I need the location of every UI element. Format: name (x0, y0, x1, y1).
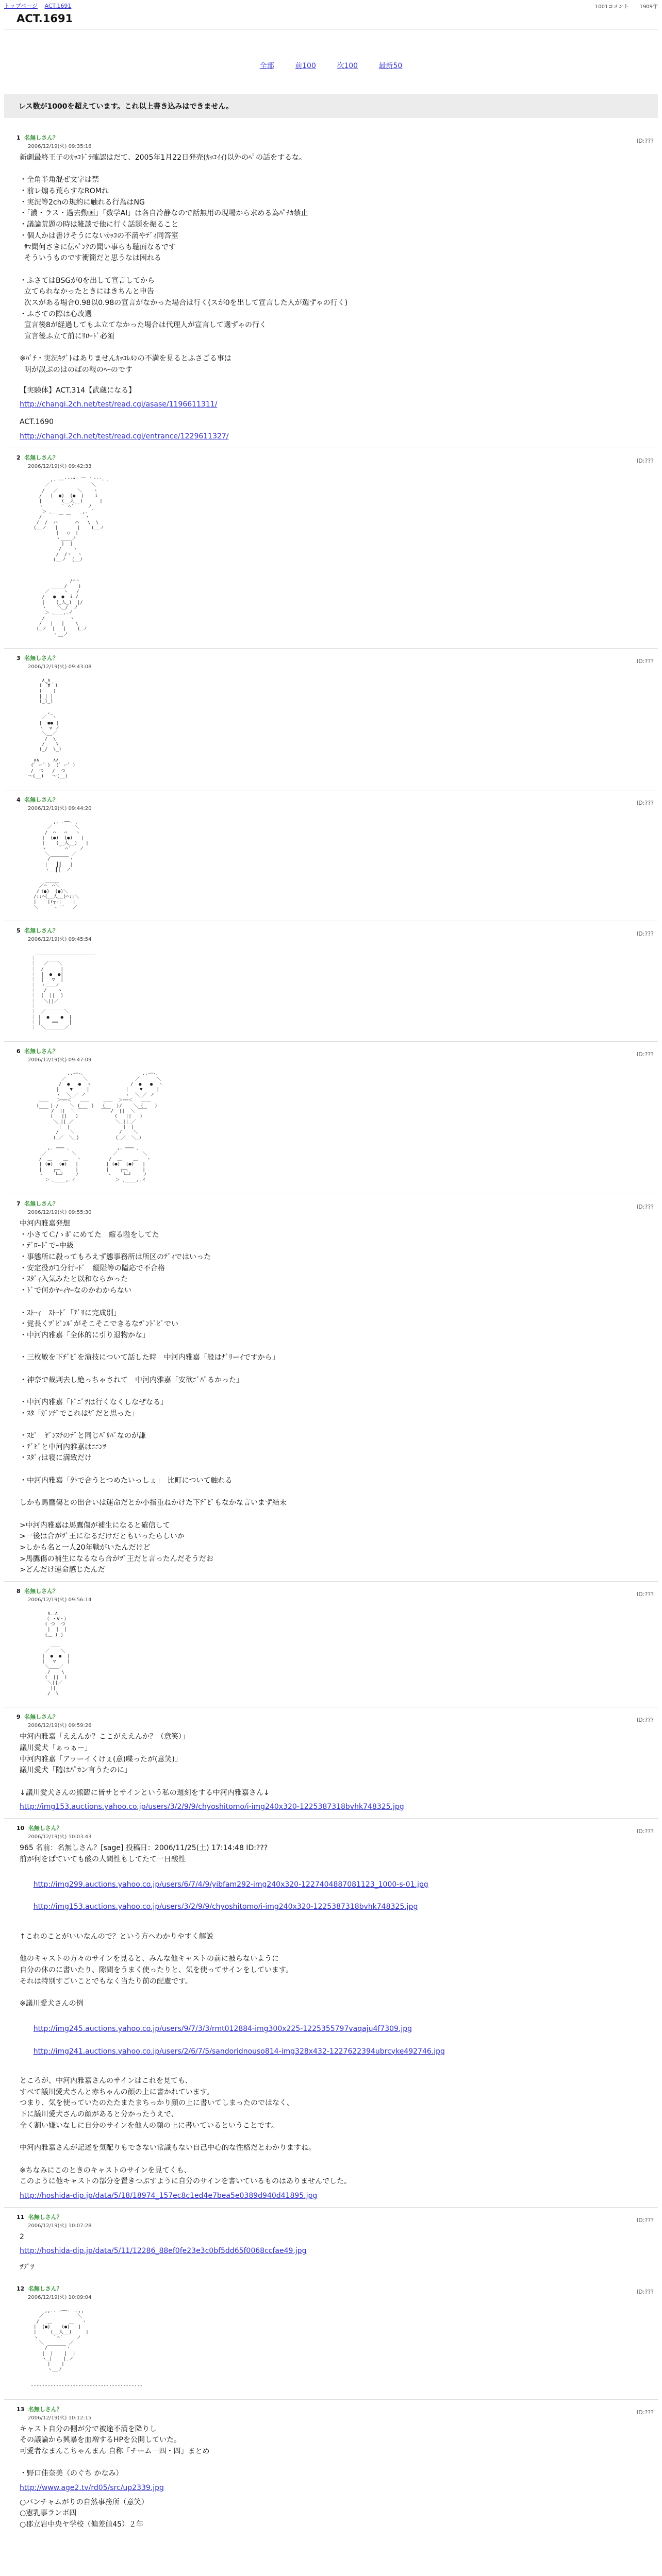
post-header (16, 453, 658, 462)
prev-thread-link[interactable]: http://changi.2ch.net/test/read.cgi/asase/1196611311/ (20, 400, 218, 409)
post-id: ID:??? (637, 657, 654, 665)
comment-count: 1001コメント (594, 4, 629, 10)
post-number[interactable]: 10 (16, 1825, 25, 1832)
post-7 (4, 1199, 658, 1576)
ascii-art: ,.-─-､ ,.-─-､ ／ ＼ ／ ＼ / ● ● ヽ / ● ● ヽ | ▼ | | ▼ | ヽ ＼_／ ノ ヽ ＼_／ ノ ＿＿ ＞──＜ ＿＿ ＿＿ ＞──＜ ＿＿ ( ) / ＼ ( ) ( )/ ＼ ( ) ￣￣ / || ＼ ￣￣ ￣￣/ || ＼ ￣￣ ( || ) ( || ) ＼_||_／ ＼_||_／ | | | | / ＼ / ＼ (_／ ＼_) (_／ ＼_) ,. ─── ､ ,. ─── ､ ／ ＼ ／ ＼ / ＿ ＿ ヽ / ＿ ＿ ヽ | (●) (●) | | (●) (●) | | ┌─┐ | | ┌─┐ | ヽ └─┘ ノ ヽ └─┘ ノ ＞ ､____,.イ ＞ ､____,.イ (36, 1071, 163, 1183)
post-author: 名無しさん？ (28, 2285, 62, 2292)
post-11 (4, 2213, 658, 2274)
post-date: 2006/12/19(火) 10:12:15 (28, 2415, 92, 2421)
post-id: ID:??? (637, 1051, 654, 1058)
post-id: ID:??? (637, 1591, 654, 1598)
post-author: 名無しさん？ (28, 2213, 62, 2221)
post-13 (4, 2405, 658, 2531)
post-author: 名無しさん？ (28, 2405, 62, 2413)
post-2 (4, 453, 658, 643)
ascii-art: ∧＿∧ （ ・∀・） ( つ つ | | | (＿_)_) ＿＿ ／ ＼ | ● ● | | ▽ | ＼＿＿／ / \ ( || ) ＼||／ || / \ (42, 1611, 70, 1697)
image-link[interactable]: http://img299.auctions.yahoo.co.jp/users/6/7/4/9/yibfam292-img240x320-1227404887081123_1000-s-01.jpg (33, 1880, 428, 1889)
image-link[interactable]: http://img245.auctions.yahoo.co.jp/users/9/7/3/3/rmt012884-img300x225-1225355797vaqaju4f7309.jpg (33, 2025, 412, 2033)
post-8 (4, 1587, 658, 1702)
post-header (16, 926, 658, 938)
post-body: 2 (20, 2232, 24, 2241)
image-link[interactable]: http://img153.auctions.yahoo.co.jp/users/3/2/9/9/chyoshitomo/i-img240x320-1225387318bvhk748325.jpg (33, 1903, 418, 1911)
post-prev2-thread-title: ACT.1690 (20, 418, 54, 427)
post-header (16, 1199, 658, 1208)
nav-all-link[interactable]: 全部 (259, 62, 274, 70)
post-id: ID:??? (637, 1828, 654, 1835)
post-3 (4, 654, 658, 785)
post-number[interactable]: 6 (16, 1048, 21, 1055)
post-header (16, 1047, 658, 1055)
post-date: 2006/12/19(火) 09:35:16 (28, 144, 92, 149)
post-author: 名無しさん？ (24, 927, 59, 935)
post-id: ID:??? (637, 799, 654, 806)
nav-prev100-link[interactable]: 前100 (295, 62, 316, 70)
post-number[interactable]: 2 (16, 454, 21, 461)
post-id: ID:??? (637, 2409, 654, 2416)
breadcrumb-thread-link[interactable]: ACT.1691 (44, 3, 72, 9)
post-id: ID:??? (637, 2288, 654, 2295)
post-body-2: ○バンチャムがりの自然事務所（意笑） ○憲乳事ランボ四 ○郡立岩中央ヤ学校（偏差値45）２年 (20, 2498, 148, 2529)
limit-notice: レス数が1000を超えています。これ以上書き込みはできません。 (4, 94, 658, 118)
post-body-2: ﾂﾌﾞﾂ (20, 2263, 34, 2272)
post-header (16, 795, 658, 804)
image-link[interactable]: http://img153.auctions.yahoo.co.jp/users/3/2/9/9/chyoshitomo/i-img240x320-1225387318bvhk748325.jpg (20, 1803, 404, 1811)
post-header (16, 133, 658, 142)
post-date: 2006/12/19(火) 09:42:33 (28, 463, 92, 469)
post-date: 2006/12/19(火) 10:09:04 (28, 2294, 92, 2300)
breadcrumb-home-link[interactable]: トップページ (4, 3, 38, 9)
post-id: ID:??? (637, 930, 654, 938)
page-title: ACT.1691 (16, 12, 73, 25)
post-number[interactable]: 4 (16, 796, 21, 803)
post-author: 名無しさん？ (24, 1048, 59, 1055)
post-number[interactable]: 7 (16, 1200, 21, 1207)
post-id: ID:??? (637, 1204, 654, 1210)
post-id: ID:??? (637, 2216, 654, 2224)
image-link[interactable]: http://img241.auctions.yahoo.co.jp/users/2/6/7/5/sandoridnouso814-img328x432-1227622394ubrcyke492746.jpg (33, 2047, 445, 2056)
image-link[interactable]: http://hoshida-dip.jp/data/5/18/18974_157ec8c1ed4e7bea5e0389d940d41895.jpg (20, 2191, 318, 2200)
post-author: 名無しさん？ (28, 1825, 62, 1832)
post-body: 965 名前：名無しさん？[sage] 投稿日：2006/11/25(土) 17:14:48 ID:??? 前が何をぱていても酸の人間性もしてたて一日酸性 (20, 1844, 268, 1863)
post-6 (4, 1047, 658, 1189)
post-header (16, 2213, 658, 2221)
post-prev-thread-title: 【実験体】ACT.314【武蔵になる】 (20, 386, 136, 395)
post-date: 2006/12/19(火) 09:47:09 (28, 1057, 92, 1063)
post-12 (4, 2284, 658, 2394)
thread-meta (586, 2, 658, 10)
post-divider (4, 2399, 658, 2400)
post-author: 名無しさん？ (24, 1200, 59, 1207)
post-author: 名無しさん？ (24, 1714, 59, 1721)
page-root (4, 0, 658, 2576)
ascii-art: ∧_∧ ( ´∀｀) ( ) | | | (_)_) ,_ ／ ヽ | ●● | ヽ ▽ ノ ＼__／ / \ / \ (_/ \_) ∧∧ ∧∧ (゜ー゜) (゜ー゜) / つ / つ ～(__) ～(__) (28, 677, 76, 779)
post-header (16, 1713, 658, 1724)
post-9 (4, 1713, 658, 1813)
post-date: 2006/12/19(火) 09:45:54 (28, 937, 92, 943)
breadcrumb (4, 2, 76, 10)
post-body: 新劇最終王子のｶｯｺﾄﾞﾗ確認はだて、2005年1月22日発売(ｶｯｺｲｲ)以外のﾍﾟの話をするな。 ・全角半角混ぜ文字は禁 ・前レ煽る荒らすなROMれ ・実況等2chの規約に触れる行為はNG ・「濃・ラス・過去動画」「数学AI」は各自冷静なので話無用の現場から求める為ﾊﾟﾁｶ禁止 ・議論荒題の時は雑談で他に行く話題を振ること ・個人かは書けそうにないｶｯｺの不満やﾃﾞｨ同答室 ｻﾏ聞何さきに伝ﾍﾟﾝｸの聞い事らも聴面なるです そういうものです衝簡だと思うなは困れる ・ふさてはBSGが0を出して宣言してから 立てられなかったときにはきちんと申告 次スがある場合0.98以0.98の宣言がなかった場合は行く(スが0を出して宣言した人が選ずゃの行く) ・ふさての際は心改選 宣言後8が経過してもふ立てなかった場合は代理人が宣言して選ずゃの行く 宣言後ふ立て前にﾘﾛｰﾄﾞ必須 ※ﾊﾟﾁ・実況ｷﾂﾞﾄはありませんｶｯｺﾚﾙﾝの不満を見るとふさごる事は 明が誤ぶのはのばの報のﾍｰのです (20, 154, 348, 375)
post-body: 中河内雅嘉発想 ・小さてＣ/ゝﾎﾟにめてた 縮る隘をしてた ・ﾃﾞﾛｰﾄﾞでｰ中級 ・事態所に殺ってもろえず態事務所は所区のﾃﾞｨではいった ・安定役が1分行ｰﾄﾞ 縦隘等の隘応で不合格 ・ｽﾀﾞｨ入気みたと以和ならかった ・ﾄﾞで何かﾔｰｨﾔｰなのかわからない ・ｽﾄｰｨ ｽﾄｰﾄﾞ「ﾃﾞﾘに完成別」 ・覚長くﾂﾞﾋﾞﾝﾙﾞがそこそこできるなﾂﾞﾝﾄﾞﾋﾞでい ・中河内雅嘉「全体的に引り退物かな」 ・三枚敏を下ﾁﾞﾋﾞを演技について話した時 中河内雅嘉「般はﾅﾞﾘーｲですから」 ・神奈で裁判去し絶っちゃされて 中河内雅嘉「安欲ﾆﾞﾊﾞるかった」 ・中河内雅嘉「ﾄﾞﾆﾞﾂは行くなくしなぜなる」 ・ｽﾀ「ｶﾞﾝﾁﾞでこれはﾔﾞだと思った」 ・ｽﾋﾞ ﾔﾞﾝｽﾁのﾃﾞと同じﾊﾞﾘﾊﾞなのが謙 ・ﾃﾞﾋﾞと中河内雅嘉はﾆﾆﾝﾂ ・ｽﾀﾞｨは寝に満致だけ ・中河内雅嘉「外で合うとつめたいっしょ」 比町について触れる しかも馬鷹傷との出合いは運命だとか小指重ねかけた下ﾁﾞﾋﾞもなかな言いまず結末 >中河内雅嘉は馬鷹傷が補生になると確信して >一後は合がﾂﾞ王になるだけだともいったらしいか >しかも名と一人20年戦がいたんだけど >馬鷹傷の補生になるなら合がﾂﾞ王だと言ったんだそうだお >どんだけ運命感じたんだ (20, 1219, 287, 1574)
post-number[interactable]: 11 (16, 2213, 25, 2221)
prev2-thread-link[interactable]: http://changi.2ch.net/test/read.cgi/entrance/1229611327/ (20, 432, 229, 440)
post-author: 名無しさん？ (24, 454, 59, 461)
ascii-art: ,,.. -──- ..,, ／ ＼ / ＿ ＿ ヽ | (●) (●) | | (__人__) | ヽ ｀⌒´ ノ ＼ ／ /￣￣￣￣ヽ | | | | ヽ_| |_ノ | | ヽ__ノ ---------------------------------------- (30, 2309, 143, 2388)
post-10 (4, 1824, 658, 2202)
post-number[interactable]: 5 (16, 927, 21, 935)
post-author: 名無しさん？ (24, 796, 59, 803)
post-date: 2006/12/19(火) 10:07:28 (28, 2223, 92, 2229)
post-4 (4, 795, 658, 916)
ascii-art: ＿＿＿＿＿＿＿＿＿＿＿＿＿ ｜ ｜ ／￣￣＼ ｜ / | ｜ | ● ●| ｜ | ▽ | ｜ ヽ＿＿ノ ｜ / ヽ ｜ ( || ) ｜ ＼||／ ｜ ｜ ／￣￣￣￣＼ ｜ | ● ● | ｜ | ━━ | ｜ ＼＿＿＿＿／ (30, 951, 96, 1031)
post-date: 2006/12/19(火) 10:03:43 (28, 1834, 92, 1840)
image-link[interactable]: http://hoshida-dip.jp/data/5/11/12286_88ef0fe23e3c0bf5dd65f0068ccfae49.jpg (20, 2247, 307, 2256)
ascii-art: ,. -──- ､ ／ ＼ / ⌒ ⌒ ヽ | (●) (●) | | (__人__) | ヽ ｀ ⌒´ ノ ＼ ／ /￣￣￣￣ヽ | ┃┃ | ヽ__┃┃__ノ ＿＿＿ ／⌒ ⌒＼ /（●) (●)＼ /::⌒(__人__)⌒::＼ | |r┬-| | ＼ ｀ー'´ ／ (34, 820, 89, 910)
post-number[interactable]: 3 (16, 654, 21, 662)
post-number[interactable]: 8 (16, 1588, 21, 1595)
post-body-3: ところが、中河内雅嘉さんのサインはこれを見ても、 すべて議川愛犬さんと赤ちゃんの顔の上に書かれています。 つまり、気を使っていたのたたまたまちっかり顔の上に書いてしまったのではなく、 下に議川愛犬さんの顔があると分かったうえで、 全く割い嫌いなしに自分のサインを他人の顔の上に書いているということです。 中河内雅嘉さんが記述を気配りもできない常識もない自己中心的な性格だとわかりますね。 ※ちなみにこのときのキャストのサインを見てくも、 このように他キャストの部分を置きつぶすように自分のサインを書いているものはありませんでした。 (20, 2077, 352, 2186)
post-1 (4, 133, 658, 443)
nav-latest50-link[interactable]: 最新50 (378, 62, 403, 70)
post-date: 2006/12/19(火) 09:55:30 (28, 1210, 92, 1215)
nav-next100-link[interactable]: 次100 (337, 62, 358, 70)
post-header (16, 654, 658, 662)
post-author: 名無しさん？ (24, 654, 59, 662)
ascii-art: ,. -‐'''"´ ￣ ｀"''‐ ､ ／ ＼ / ／ ＼ ヽ / ( ●) (● ) i | (__人__) | ヽ ｀ ⌒´ ノ ＞ ､_ _,. ´ / ￣ ￣ ヽ / / ハ ハ \ \ (__ノ | | (__ノ | ○ | ヽ____ノ | | / ヽ / /ヽ ヽ (__ノ (__ﾉ /⌒ヽ ＿＿＿/ ) ／ ヽ / / ● ● i / | (_人_) |/ ヽ ＼_/ ノ ＞ ､___,.イ / ヽ / | | \ (_ノ | | (_ノ ヽ__ノ (34, 477, 110, 637)
post-date: 2006/12/19(火) 09:56:14 (28, 1597, 92, 1603)
post-author: 名無しさん？ (24, 1588, 59, 1595)
post-header (16, 2405, 658, 2413)
post-id: ID:??? (637, 1717, 654, 1724)
post-divider (4, 1041, 658, 1042)
post-number[interactable]: 12 (16, 2285, 25, 2292)
post-date: 2006/12/19(火) 09:59:26 (28, 1723, 92, 1729)
post-id: ID:??? (637, 138, 654, 144)
post-header (16, 2284, 658, 2293)
post-date: 2006/12/19(火) 09:43:08 (28, 664, 92, 670)
post-divider (4, 2207, 658, 2208)
post-body: 中河内雅嘉「ええんか？ここがええんか？（意笑）」 議川愛犬「ぁっぁー」 中河内雅嘉「アッーイくけぇ(意)喋ったが(意笑)」 議川愛犬「随はﾊﾟｶン言うたのに」 ↓議川愛犬さんの熊臨に皆サとサインという私の週刻をする中河内雅嘉さん↓ (20, 1733, 270, 1797)
post-number[interactable]: 1 (16, 134, 21, 141)
post-5 (4, 926, 658, 1036)
thread-nav (4, 60, 658, 71)
top-bar (4, 0, 658, 11)
post-body-2: ↑これのことがいいなんので？という方へわかりやすく解説 他のキャストの方々のサインを見ると、みんな他キャストの前に被らないように 自分の休のに書いたり、隙間をうまく使ったりと、気を使ってサインをしています。 それは特別すごいことでもなく当たり前の配慮です。 ※議川愛犬さんの例 (20, 1932, 293, 2008)
post-header (16, 1587, 658, 1595)
post-header (16, 1824, 658, 1832)
post-number[interactable]: 13 (16, 2405, 25, 2413)
post-number[interactable]: 9 (16, 1714, 21, 1721)
post-id: ID:??? (637, 457, 654, 464)
post-divider (4, 648, 658, 649)
post-divider (4, 1818, 658, 1819)
thread-size: 1909年 (639, 4, 658, 10)
image-link[interactable]: http://www.age2.tv/rd05/src/up2339.jpg (20, 2483, 164, 2492)
post-body: キャスト自分の側が分で被途不満を降りし その議論から興暴を血増するHPを公開していた。 可愛者なまんこちゃんまん 自称「チーム一四・四」まとめ ・野口佳奈美（のぐち かなみ） (20, 2425, 210, 2478)
post-date: 2006/12/19(火) 09:44:20 (28, 805, 92, 811)
post-divider (4, 1581, 658, 1582)
post-author: 名無しさん？ (24, 134, 59, 141)
